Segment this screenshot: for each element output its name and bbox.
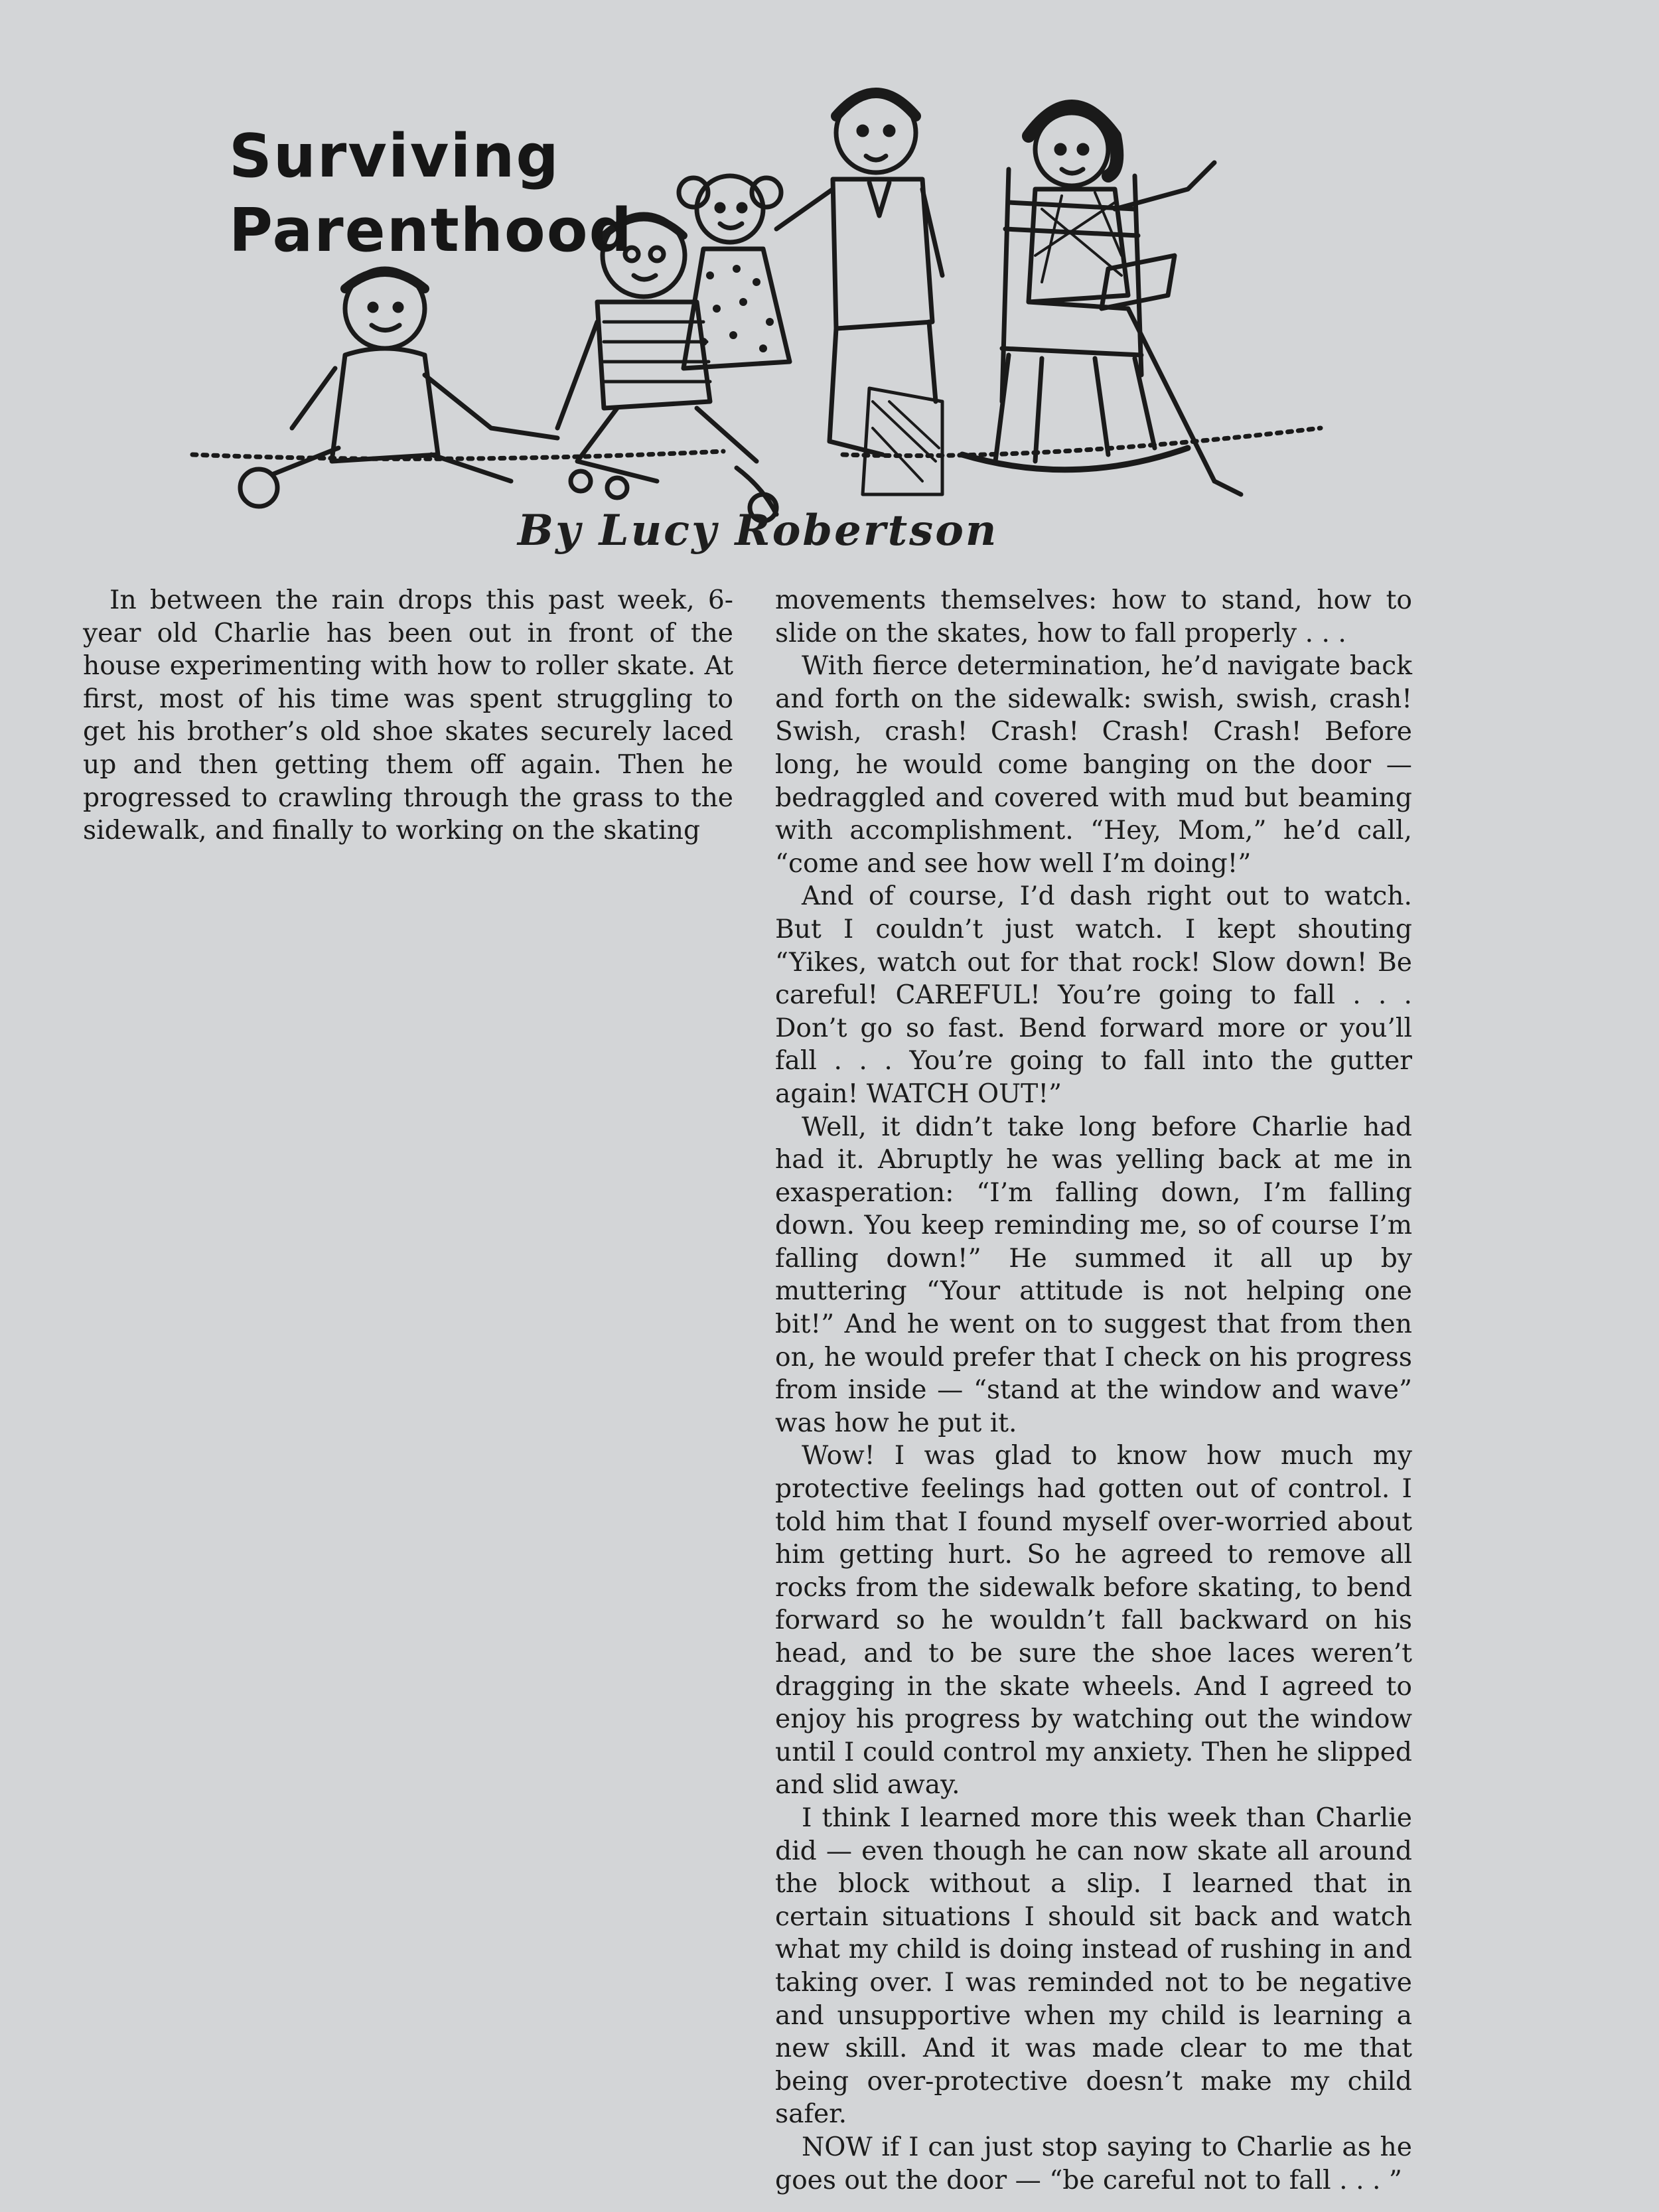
paragraph: NOW if I can just stop saying to Charlie as he goes out the door — “be careful not to fall . . . ”	[775, 2132, 1412, 2195]
article-column-right	[775, 584, 1412, 2197]
paragraph: With fierce determination, he’d navigate back and forth on the sidewalk: swish, swish, crash! Swish, crash! Crash! Crash! Crash! Before long, he would come banging on the door — bedraggled and covered with mud but beaming with accomplishment. “Hey, Mom,” he’d call, “come and see how well I’m doing!”	[775, 651, 1412, 879]
paragraph: And of course, I’d dash right out to watch. But I couldn’t just watch. I kept shouting “Yikes, watch out for that rock! Slow down! Be careful! CAREFUL! You’re going to fall . . . Don’t go so fast. Bend forward more or you’ll fall . . . You’re going to fall into the gutter again! WATCH OUT!”	[775, 881, 1412, 1109]
masthead-title-line2: Parenthood	[229, 196, 633, 265]
paragraph: In between the rain drops this past week, 6-year old Charlie has been out in front of the house experimenting with how to roller skate. At first, most of his time was spent struggling to get his brother’s old shoe skates securely laced up and then getting them off again. Then he progressed to crawling through the grass to the sidewalk, and finally to working on the skating	[83, 585, 733, 846]
paragraph: Wow! I was glad to know how much my protective feelings had gotten out of control. I told him that I found myself over-worried about him getting hurt. So he agreed to remove all rocks from the sidewalk before skating, to bend forward so he wouldn’t fall backward on his head, and to be sure the shoe laces weren’t dragging in the skate wheels. And I agreed to enjoy his progress by watching out the window until I could control my anxiety. Then he slipped and slid away.	[775, 1441, 1412, 1801]
paragraph: I think I learned more this week than Charlie did — even though he can now skate all around the block without a slip. I learned that in certain situations I should sit back and watch what my child is doing instead of rushing in and taking over. I was reminded not to be negative and unsupportive when my child is learning a new skill. And it was made clear to me that being over-protective doesn’t make my child safer.	[775, 1803, 1412, 2130]
paragraph: movements themselves: how to stand, how to slide on the skates, how to fall properly . . .	[775, 585, 1412, 648]
masthead-title-line1: Surviving	[229, 121, 560, 191]
masthead-title	[229, 119, 633, 268]
paragraph: Well, it didn’t take long before Charlie had had it. Abruptly he was yelling back at me in exasperation: “I’m falling down, I’m falling down. You keep reminding me, so of course I’m falling down!” He summed it all up by muttering “Your attitude is not helping one bit!” And he went on to suggest that from then on, he would prefer that I check on his progress from inside — “stand at the window and wave” was how he put it.	[775, 1112, 1412, 1438]
byline: By Lucy Robertson	[518, 506, 999, 555]
article-column-left	[83, 584, 733, 848]
